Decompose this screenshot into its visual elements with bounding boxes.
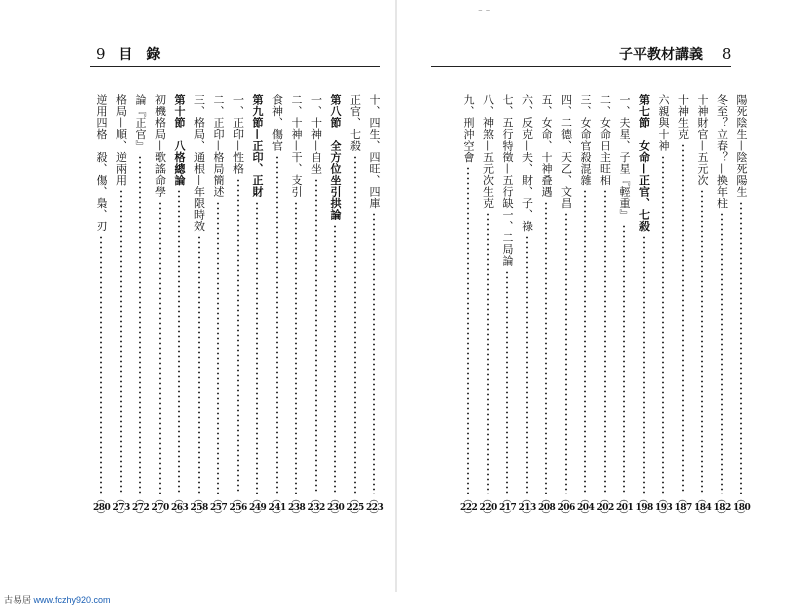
toc-page-number: 241 [268, 503, 286, 513]
toc-dot-leader [623, 224, 625, 495]
toc-dot-leader [526, 235, 528, 494]
close-paren-glyph: ︶ [697, 511, 707, 521]
toc-entry-title: 第八節 全方位坐引拱論 [329, 94, 342, 221]
toc-entry[interactable] [655, 94, 671, 519]
toc-entry-title: 六親與十神 [657, 94, 670, 152]
close-paren-glyph: ︶ [716, 511, 726, 521]
toc-page-number: 213 [518, 503, 536, 513]
toc-page-ref [538, 497, 554, 519]
close-paren-glyph: ︶ [96, 511, 106, 521]
toc-dot-leader [545, 201, 547, 495]
toc-dot-leader [256, 201, 258, 495]
open-paren-glyph: ︵ [193, 495, 203, 505]
toc-page-number: 232 [307, 503, 325, 513]
toc-dot-leader [701, 189, 703, 494]
open-paren-glyph: ︵ [502, 495, 512, 505]
toc-page-number: 230 [327, 503, 345, 513]
open-paren-glyph: ︵ [560, 495, 570, 505]
toc-dot-leader [178, 189, 180, 494]
toc-entry-title: 六、反克—夫、財、子、祿 [520, 94, 534, 232]
toc-entry[interactable] [616, 94, 632, 519]
toc-page-number: 223 [366, 503, 384, 513]
toc-page-ref [113, 497, 129, 519]
toc-entry[interactable] [327, 94, 343, 519]
open-paren-glyph: ︵ [619, 495, 629, 505]
toc-dot-leader [315, 178, 317, 495]
toc-dot-leader [643, 235, 645, 494]
toc-dot-leader [354, 155, 356, 495]
open-paren-glyph: ︵ [310, 495, 320, 505]
close-paren-glyph: ︶ [560, 511, 570, 521]
toc-entry-title: 陽死陰生—陰死陽生 [735, 94, 748, 198]
toc-page-ref [714, 497, 730, 519]
toc-entry-title: 二、十神—干、支引 [290, 94, 303, 198]
toc-dot-leader [159, 201, 161, 495]
toc-entry-title: 二、正印—格局簡述 [212, 94, 225, 198]
toc-page-ref [308, 497, 324, 519]
toc-entry[interactable] [577, 94, 593, 519]
toc-entry-title: 初機格局—歌謠命學 [153, 94, 167, 198]
open-paren-glyph: ︵ [349, 495, 359, 505]
left-page-header [96, 44, 160, 64]
toc-page-ref [230, 497, 246, 519]
close-paren-glyph: ︶ [213, 511, 223, 521]
toc-page-number: 270 [151, 503, 169, 513]
open-paren-glyph: ︵ [658, 495, 668, 505]
close-paren-glyph: ︶ [638, 511, 648, 521]
toc-page-ref [249, 497, 265, 519]
toc-dot-leader [467, 166, 469, 494]
right-header-rule [431, 66, 731, 67]
toc-page-ref [636, 497, 652, 519]
toc-entry[interactable] [210, 94, 226, 519]
toc-entry[interactable] [132, 94, 148, 519]
toc-entry[interactable] [288, 94, 304, 519]
toc-entry-title: 二、女命日主旺相 [598, 94, 612, 186]
toc-page-ref [269, 497, 285, 519]
toc-page-ref [366, 497, 382, 519]
toc-page-ref [93, 497, 109, 519]
toc-page-number: 204 [577, 503, 595, 513]
toc-dot-leader [276, 155, 278, 495]
left-header-rule [90, 66, 380, 67]
close-paren-glyph: ︶ [599, 511, 609, 521]
toc-entry-title: 第七節 女命—正官、七殺 [637, 94, 651, 232]
toc-page-ref [210, 497, 226, 519]
toc-dot-leader [237, 178, 239, 495]
toc-dot-leader [139, 155, 141, 495]
toc-page-number: 249 [249, 503, 267, 513]
left-page [0, 0, 396, 592]
toc-entry[interactable] [308, 94, 324, 519]
toc-entry[interactable] [675, 94, 691, 519]
toc-entry-title: 十、四生、四旺、四庫 [368, 94, 381, 209]
close-paren-glyph: ︶ [154, 511, 164, 521]
toc-page-number: 280 [93, 503, 111, 513]
close-paren-glyph: ︶ [349, 511, 359, 521]
toc-entry[interactable] [480, 94, 496, 519]
footer [0, 592, 793, 606]
close-paren-glyph: ︶ [541, 511, 551, 521]
open-paren-glyph: ︵ [252, 495, 262, 505]
open-paren-glyph: ︵ [291, 495, 301, 505]
toc-entry-title: 第十節 八格總論 [173, 94, 186, 186]
toc-dot-leader [100, 235, 102, 494]
toc-page-ref [191, 497, 207, 519]
toc-page-number: 180 [733, 503, 751, 513]
toc-page-ref [577, 497, 593, 519]
close-paren-glyph: ︶ [677, 511, 687, 521]
toc-page-ref [132, 497, 148, 519]
toc-page-number: 182 [713, 503, 731, 513]
open-paren-glyph: ︵ [232, 495, 242, 505]
toc-entry[interactable] [714, 94, 730, 519]
toc-entry-title: 五、女命、十神叠遇 [540, 94, 553, 198]
open-paren-glyph: ︵ [271, 495, 281, 505]
toc-entry[interactable] [597, 94, 613, 519]
toc-entry[interactable] [171, 94, 187, 519]
open-paren-glyph: ︵ [213, 495, 223, 505]
toc-entry-title: 冬至？立春？—換年柱 [715, 94, 729, 209]
footer-site [4, 593, 111, 606]
toc-page-number: 206 [557, 503, 575, 513]
toc-dot-leader [120, 189, 122, 494]
toc-page-ref [733, 497, 749, 519]
toc-page-number: 198 [635, 503, 653, 513]
left-page-title: 目 錄 [118, 47, 161, 63]
toc-dot-leader [334, 224, 336, 495]
toc-page-number: 263 [171, 503, 189, 513]
close-paren-glyph: ︶ [658, 511, 668, 521]
toc-entry-title: 十神財官—五元次 [696, 94, 709, 186]
toc-dot-leader [662, 155, 664, 495]
toc-entry[interactable] [113, 94, 129, 519]
open-paren-glyph: ︵ [521, 495, 531, 505]
close-paren-glyph: ︶ [252, 511, 262, 521]
toc-page-ref [327, 497, 343, 519]
toc-page-ref [460, 497, 476, 519]
scan-mark: ⁻ ⁻ [478, 8, 491, 18]
toc-dot-leader [295, 201, 297, 495]
toc-dot-leader [506, 270, 508, 495]
toc-page-number: 202 [596, 503, 614, 513]
right-page [397, 0, 793, 592]
close-paren-glyph: ︶ [310, 511, 320, 521]
toc-page-number: 272 [132, 503, 150, 513]
close-paren-glyph: ︶ [521, 511, 531, 521]
toc-entry-title: 食神、傷官 [270, 94, 284, 152]
right-page-number: 8 [721, 45, 732, 63]
right-page-header [619, 44, 731, 64]
open-paren-glyph: ︵ [135, 495, 145, 505]
toc-entry[interactable] [460, 94, 476, 519]
close-paren-glyph: ︶ [291, 511, 301, 521]
close-paren-glyph: ︶ [619, 511, 629, 521]
toc-entry[interactable] [519, 94, 535, 519]
toc-page-ref [616, 497, 632, 519]
toc-entry[interactable] [636, 94, 652, 519]
close-paren-glyph: ︶ [369, 511, 379, 521]
left-page-number: 9 [96, 45, 106, 63]
open-paren-glyph: ︵ [541, 495, 551, 505]
open-paren-glyph: ︵ [330, 495, 340, 505]
toc-entry-title: 一、正印—性格 [231, 94, 245, 175]
toc-dot-leader [604, 189, 606, 494]
open-paren-glyph: ︵ [697, 495, 707, 505]
right-page-title: 子平教材講義 [619, 47, 703, 63]
open-paren-glyph: ︵ [580, 495, 590, 505]
toc-entry-title: 四、二德、天乙、文昌 [559, 94, 573, 209]
toc-entry[interactable] [191, 94, 207, 519]
toc-dot-leader [487, 212, 489, 494]
toc-dot-leader [373, 212, 375, 494]
toc-entry[interactable] [366, 94, 382, 519]
toc-page-ref [519, 497, 535, 519]
close-paren-glyph: ︶ [135, 511, 145, 521]
toc-page-ref [171, 497, 187, 519]
toc-entry[interactable] [538, 94, 554, 519]
toc-page-ref [597, 497, 613, 519]
toc-dot-leader [740, 201, 742, 495]
toc-page-number: 187 [674, 503, 692, 513]
toc-entry-title: 十神生克 [676, 94, 690, 140]
toc-dot-leader [565, 212, 567, 494]
toc-page-ref [558, 497, 574, 519]
open-paren-glyph: ︵ [716, 495, 726, 505]
toc-entry[interactable] [249, 94, 265, 519]
close-paren-glyph: ︶ [502, 511, 512, 521]
toc-page-ref [152, 497, 168, 519]
toc-dot-leader [217, 201, 219, 495]
open-paren-glyph: ︵ [96, 495, 106, 505]
toc-entry-title: 一、夫星、子星『輕重』 [618, 94, 631, 221]
open-paren-glyph: ︵ [638, 495, 648, 505]
toc-page-number: 193 [655, 503, 673, 513]
toc-page-ref [288, 497, 304, 519]
close-paren-glyph: ︶ [463, 511, 473, 521]
toc-page-number: 184 [694, 503, 712, 513]
toc-entry-title: 八、神煞—五元次生克 [481, 94, 495, 209]
open-paren-glyph: ︵ [599, 495, 609, 505]
toc-page-number: 217 [499, 503, 517, 513]
toc-dot-leader [584, 189, 586, 494]
toc-entry[interactable] [152, 94, 168, 519]
open-paren-glyph: ︵ [115, 495, 125, 505]
toc-entry-title: 九、刑沖空會 [462, 94, 475, 163]
toc-page-number: 256 [229, 503, 247, 513]
toc-entry[interactable] [269, 94, 285, 519]
close-paren-glyph: ︶ [271, 511, 281, 521]
open-paren-glyph: ︵ [154, 495, 164, 505]
toc-entry-title: 三、格局、通根—年限時效 [192, 94, 206, 232]
toc-page-ref [694, 497, 710, 519]
toc-page-number: 222 [460, 503, 478, 513]
toc-page-ref [675, 497, 691, 519]
close-paren-glyph: ︶ [330, 511, 340, 521]
toc-entry-title: 論『正官』 [134, 94, 147, 152]
toc-dot-leader [198, 235, 200, 494]
toc-entry[interactable] [230, 94, 246, 519]
close-paren-glyph: ︶ [193, 511, 203, 521]
toc-page-ref [480, 497, 496, 519]
toc-entry-title: 格局—順、逆兩用 [114, 94, 128, 186]
toc-page-ref [499, 497, 515, 519]
toc-page-number: 273 [112, 503, 130, 513]
open-paren-glyph: ︵ [174, 495, 184, 505]
toc-entry-title: 七、五行特徵—五行缺一、二局論 [501, 94, 514, 267]
close-paren-glyph: ︶ [174, 511, 184, 521]
toc-entry-title: 逆用四格 殺、傷、梟、刃 [95, 94, 108, 232]
close-paren-glyph: ︶ [232, 511, 242, 521]
toc-page-number: 238 [288, 503, 306, 513]
toc-dot-leader [682, 143, 684, 494]
toc-page-number: 225 [346, 503, 364, 513]
close-paren-glyph: ︶ [482, 511, 492, 521]
footer-url[interactable]: www.fczhy920.com [33, 595, 111, 605]
toc-entry-title: 一、十神—自坐 [309, 94, 323, 175]
toc-page-number: 208 [538, 503, 556, 513]
open-paren-glyph: ︵ [677, 495, 687, 505]
close-paren-glyph: ︶ [736, 511, 746, 521]
toc-entry[interactable] [558, 94, 574, 519]
toc-entry[interactable] [93, 94, 109, 519]
toc-page-ref [347, 497, 363, 519]
close-paren-glyph: ︶ [115, 511, 125, 521]
toc-entry[interactable] [499, 94, 515, 519]
open-paren-glyph: ︵ [736, 495, 746, 505]
toc-page-number: 201 [616, 503, 634, 513]
toc-entry[interactable] [347, 94, 363, 519]
toc-page-number: 258 [190, 503, 208, 513]
toc-entry-title: 三、女命官殺混雜 [579, 94, 592, 186]
toc-page-number: 257 [210, 503, 228, 513]
toc-entry[interactable] [733, 94, 749, 519]
footer-site-name: 古易居 [4, 595, 32, 605]
toc-entry-title: 第九節—正印、正財 [251, 94, 264, 198]
close-paren-glyph: ︶ [580, 511, 590, 521]
open-paren-glyph: ︵ [369, 495, 379, 505]
toc-page-number: 220 [479, 503, 497, 513]
toc-entry-title: 正官、七殺 [348, 94, 362, 152]
open-paren-glyph: ︵ [482, 495, 492, 505]
toc-entry[interactable] [694, 94, 710, 519]
open-paren-glyph: ︵ [463, 495, 473, 505]
toc-page-ref [655, 497, 671, 519]
toc-dot-leader [721, 212, 723, 494]
